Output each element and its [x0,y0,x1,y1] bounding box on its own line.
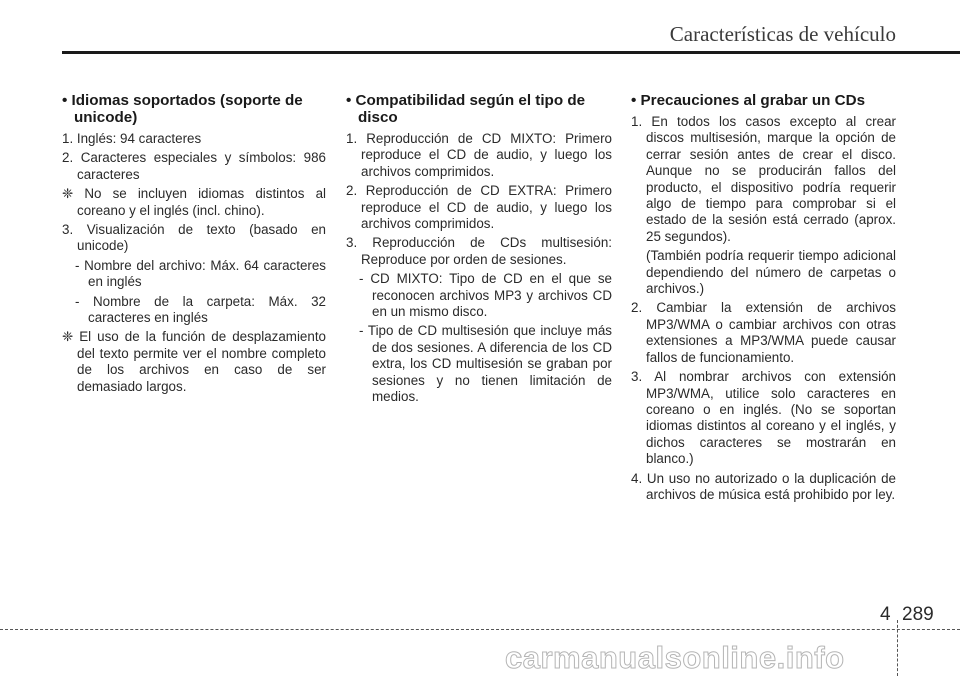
column-supported-languages [62,92,326,398]
list-item: 3. Reproducción de CDs multisesión: Reproduce por orden de sesiones. [346,235,612,267]
list-item: 2. Cambiar la extensión de archivos MP3/WMA o cambiar archivos con otras extensiones a MP3/WMA puede causar fallos de funcionamiento. [631,300,896,365]
watermark: carmanualsonline.info [505,640,845,675]
list-item: 1. Inglés: 94 caracteres [62,131,202,146]
section-title: • Precauciones al grabar un CDs [631,92,866,109]
header-rule [62,51,960,54]
item-list [62,131,326,395]
list-item: 2. Reproducción de CD EXTRA: Primero reproduce el CD de audio, y luego los archivos comprimidos. [346,183,612,232]
list-item: 3. Al nombrar archivos con extensión MP3/WMA, utilice solo caracteres en coreano o en inglés. (No se soportan idiomas distintos al coreano y el inglés, y dichos caracteres se mostrarán en blanco.) [631,369,896,467]
footer-dashed-rule [0,629,960,630]
list-item: 4. Un uso no autorizado o la duplicación de archivos de música está prohibido por ley. [631,470,896,502]
note-item: ❈ El uso de la función de desplazamiento del texto permite ver el nombre completo de los archivos en caso de ser demasiado largos. [62,329,326,394]
item-list [631,114,896,503]
sub-item: - Nombre de la carpeta: Máx. 32 caracteres en inglés [75,293,326,326]
page-header-title: Características de vehículo [669,22,896,46]
sub-item: - Nombre del archivo: Máx. 64 caracteres en inglés [75,257,326,290]
item-list [346,131,612,406]
list-item: 2. Caracteres especiales y símbolos: 986 caracteres [62,150,326,182]
list-item: 1. Reproducción de CD MIXTO: Primero reproduce el CD de audio, y luego los archivos comprimidos. [346,131,612,179]
section-title: • Idiomas soportados (soporte de unicode) [62,92,303,126]
paragraph: (También podría requerir tiempo adicional dependiendo del número de carpetas o archivos.) [646,248,896,297]
list-item: 1. En todos los casos excepto al crear discos multisesión, marque la opción de cerrar sesión antes de crear el disco. Aunque no se producirán fallos del producto, el dispositivo podría requerir algo de tiempo para comprobar si el estado de la sesión está cerrado (aprox. 25 segundos). [631,114,896,244]
list-item: 3. Visualización de texto (basado en unicode) [62,222,326,254]
column-cd-burning-precautions [631,92,896,506]
sub-item: - CD MIXTO: Tipo de CD en el que se reconocen archivos MP3 y archivos CD en un mismo disco. [359,271,612,320]
column-disc-compatibility [346,92,612,409]
sub-item: - Tipo de CD multisesión que incluye más de dos sesiones. A diferencia de los CD extra, los CD multisesión se graban por sesiones y no tienen limitación de medios. [359,323,612,405]
note-item: ❈ No se incluyen idiomas distintos al coreano y el inglés (incl. chino). [62,186,326,218]
section-title: • Compatibilidad según el tipo de disco [346,92,586,126]
footer-vertical-divider [897,620,898,676]
chapter-number: 4 [880,604,891,625]
page-number: 289 [902,604,934,625]
